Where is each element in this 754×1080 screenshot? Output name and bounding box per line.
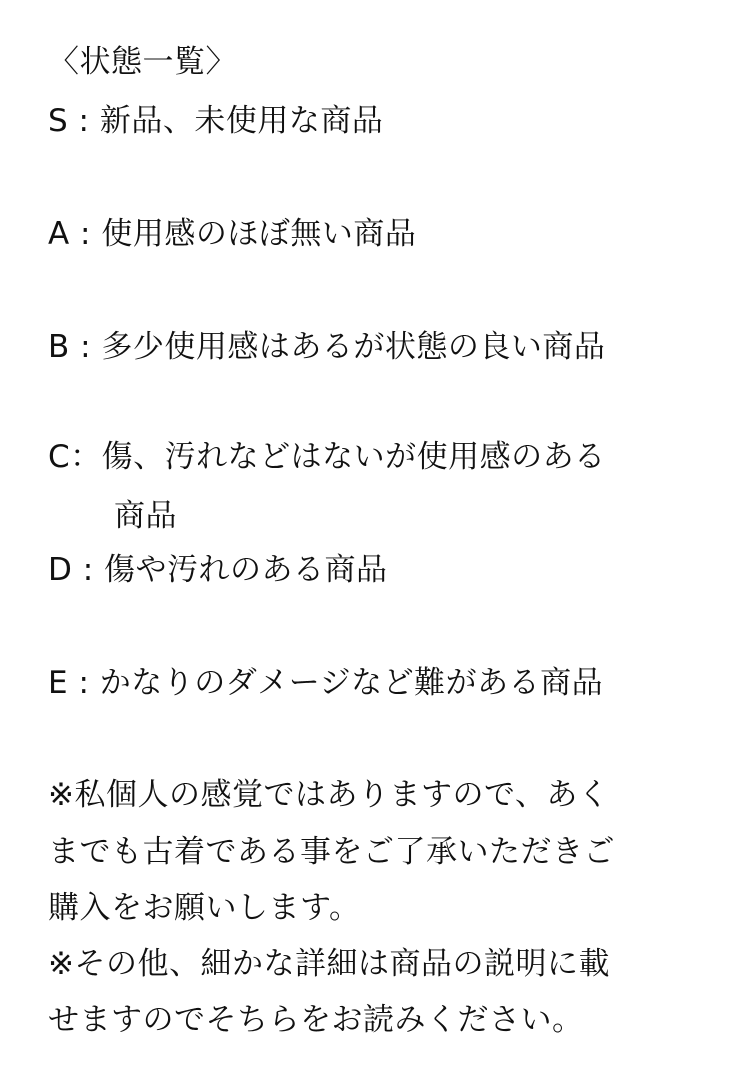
- grade-c-continuation: 商品: [114, 498, 177, 534]
- grade-d-line: D : 傷や汚れのある商品: [48, 552, 388, 588]
- note-line-5: せますのでそちらをお読みください。: [48, 1002, 584, 1038]
- note-line-4: ※その他、細かな詳細は商品の説明に載: [48, 946, 610, 982]
- grade-e-line: E : かなりのダメージなど難がある商品: [48, 665, 604, 701]
- grade-b-line: B : 多少使用感はあるが状態の良い商品: [48, 329, 606, 365]
- grade-s-line: S : 新品、未使用な商品: [48, 103, 384, 139]
- note-line-2: までも古着である事をご了承いただきご: [48, 834, 615, 870]
- condition-list-heading: 〈状態一覧〉: [48, 44, 237, 80]
- note-line-3: 購入をお願いします。: [48, 890, 361, 926]
- grade-c-line: C：傷、汚れなどはないが使用感のある: [48, 439, 606, 475]
- note-line-1: ※私個人の感覚ではありますので、あく: [48, 777, 610, 813]
- grade-a-line: A : 使用感のほぼ無い商品: [48, 216, 417, 252]
